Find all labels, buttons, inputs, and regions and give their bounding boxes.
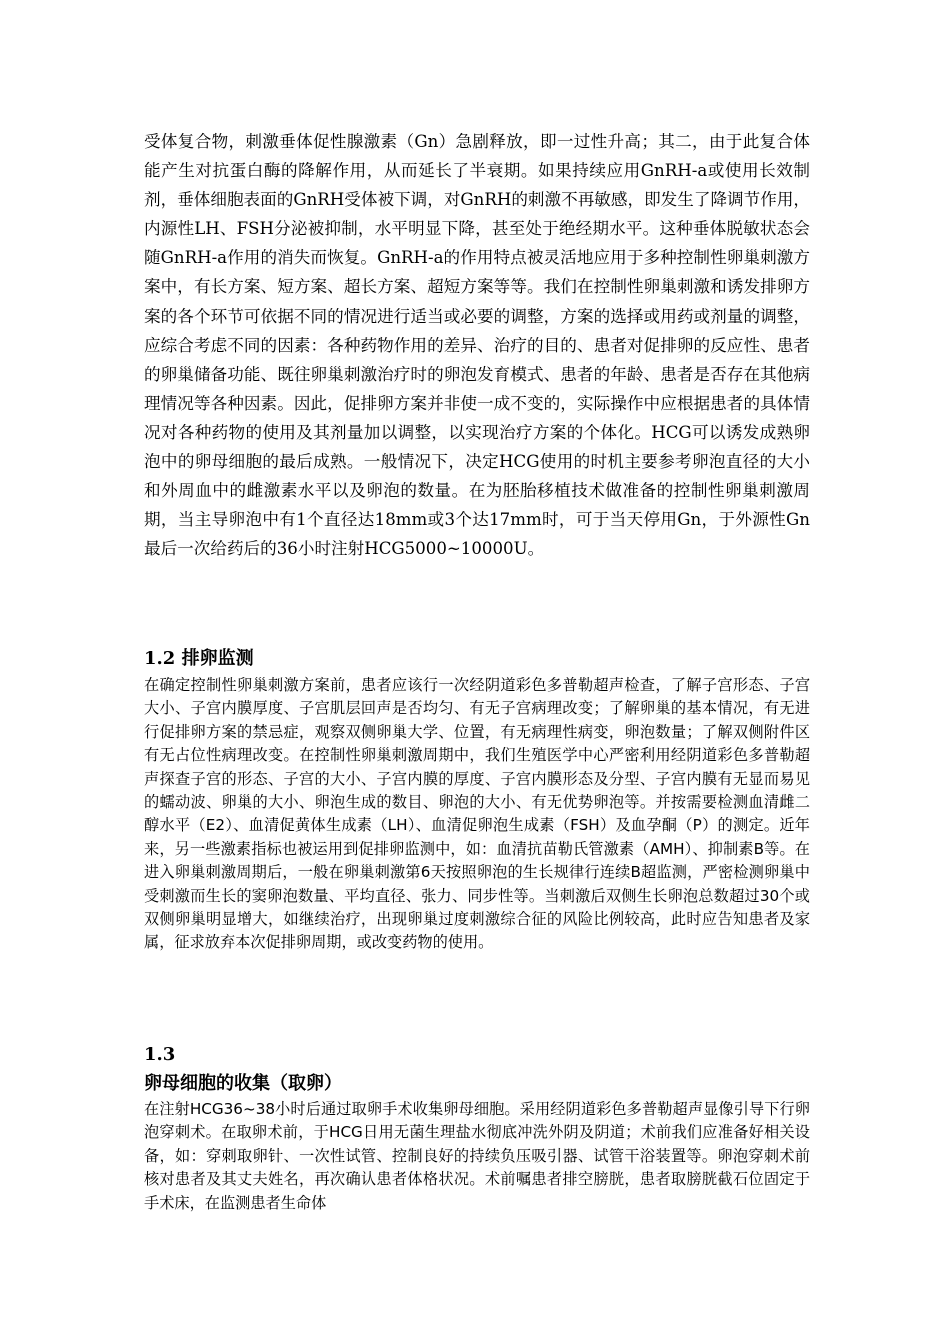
section-1-3-body: 在注射HCG36~38小时后通过取卵手术收集卵母细胞。采用经阴道彩色多普勒超声显像引导下行卵泡穿刺术。在取卵术前，于HCG日用无菌生理盐水彻底冲洗外阴及阴道；术前我们应准备好相关设备，如：穿刺取卵针、一次性试管、控制良好的持续负压吸引器、试管干浴装置等。卵泡穿刺术前核对患者及其丈夫姓名，再次确认患者体格状况。术前嘱患者排空膀胱，患者取膀胱截石位固定于手术床，在监测患者生命体 xyxy=(144,1100,810,1212)
continued-paragraph: 受体复合物，刺激垂体促性腺激素（Gn）急剧释放，即一过性升高；其二，由于此复合体能产生对抗蛋白酶的降解作用，从而延长了半衰期。如果持续应用GnRH-a或使用长效制剂，垂体细胞表面的GnRH受体被下调，对GnRH的刺激不再敏感，即发生了降调节作用，内源性LH、FSH分泌被抑制，水平明显下降，甚至处于绝经期水平。这种垂体脱敏状态会随GnRH-a作用的消失而恢复。GnRH-a的作用特点被灵活地应用于多种控制性卵巢刺激方案中，有长方案、短方案、超长方案、超短方案等等。我们在控制性卵巢刺激和诱发排卵方案的各个环节可依据不同的情况进行适当或必要的调整，方案的选择或用药或剂量的调整，应综合考虑不同的因素：各种药物作用的差异、治疗的目的、患者对促排卵的反应性、患者的卵巢储备功能、既往卵巢刺激治疗时的卵泡发育模式、患者的年龄、患者是否存在其他病理情况等各种因素。因此，促排卵方案并非使一成不变的，实际操作中应根据患者的具体情况对各种药物的使用及其剂量加以调整，以实现治疗方案的个体化。HCG可以诱发成熟卵泡中的卵母细胞的最后成熟。一般情况下，决定HCG使用的时机主要参考卵泡直径的大小和外周血中的雌激素水平以及卵泡的数量。在为胚胎移植技术做准备的控制性卵巢刺激周期，当主导卵泡中有1个直径达18mm或3个达17mm时，可于当天停用Gn，于外源性Gn最后一次给药后的36小时注射HCG5000~10000U。 xyxy=(144,132,811,559)
section-1-3-heading: 卵母细胞的收集（取卵） xyxy=(144,1073,342,1094)
section-1-2-heading: 1.2 排卵监测 xyxy=(144,648,254,669)
section-1-2-body: 在确定控制性卵巢刺激方案前，患者应该行一次经阴道彩色多普勒超声检查，了解子宫形态、子宫大小、子宫内膜厚度、子宫肌层回声是否均匀、有无子宫病理改变；了解卵巢的基本情况，有无进行促排卵方案的禁忌症，观察双侧卵巢大学、位置，有无病理性病变，卵泡数量；了解双侧附件区有无占位性病理改变。在控制性卵巢刺激周期中，我们生殖医学中心严密利用经阴道彩色多普勒超声探查子宫的形态、子宫的大小、子宫内膜的厚度、子宫内膜形态及分型、子宫内膜有无显而易见的蠕动波、卵巢的大小、卵泡生成的数目、卵泡的大小、有无优势卵泡等。并按需要检测血清雌二醇水平（E2）、血清促黄体生成素（LH）、血清促卵泡生成素（FSH）及血孕酮（P）的测定。近年来，另一些激素指标也被运用到促排卵监测中，如：血清抗苗勒氏管激素（AMH）、抑制素B等。在进入卵巢刺激周期后，一般在卵巢刺激第6天按照卵泡的生长规律行连续B超监测，严密检测卵巢中受刺激而生长的窦卵泡数量、平均直径、张力、同步性等。当刺激后双侧生长卵泡总数超过30个或双侧卵巢明显增大，如继续治疗，出现卵巢过度刺激综合征的风险比例较高，此时应告知患者及家属，征求放弃本次促排卵周期，或改变药物的使用。 xyxy=(144,676,810,952)
section-1-3-number: 1.3 xyxy=(144,1044,176,1065)
